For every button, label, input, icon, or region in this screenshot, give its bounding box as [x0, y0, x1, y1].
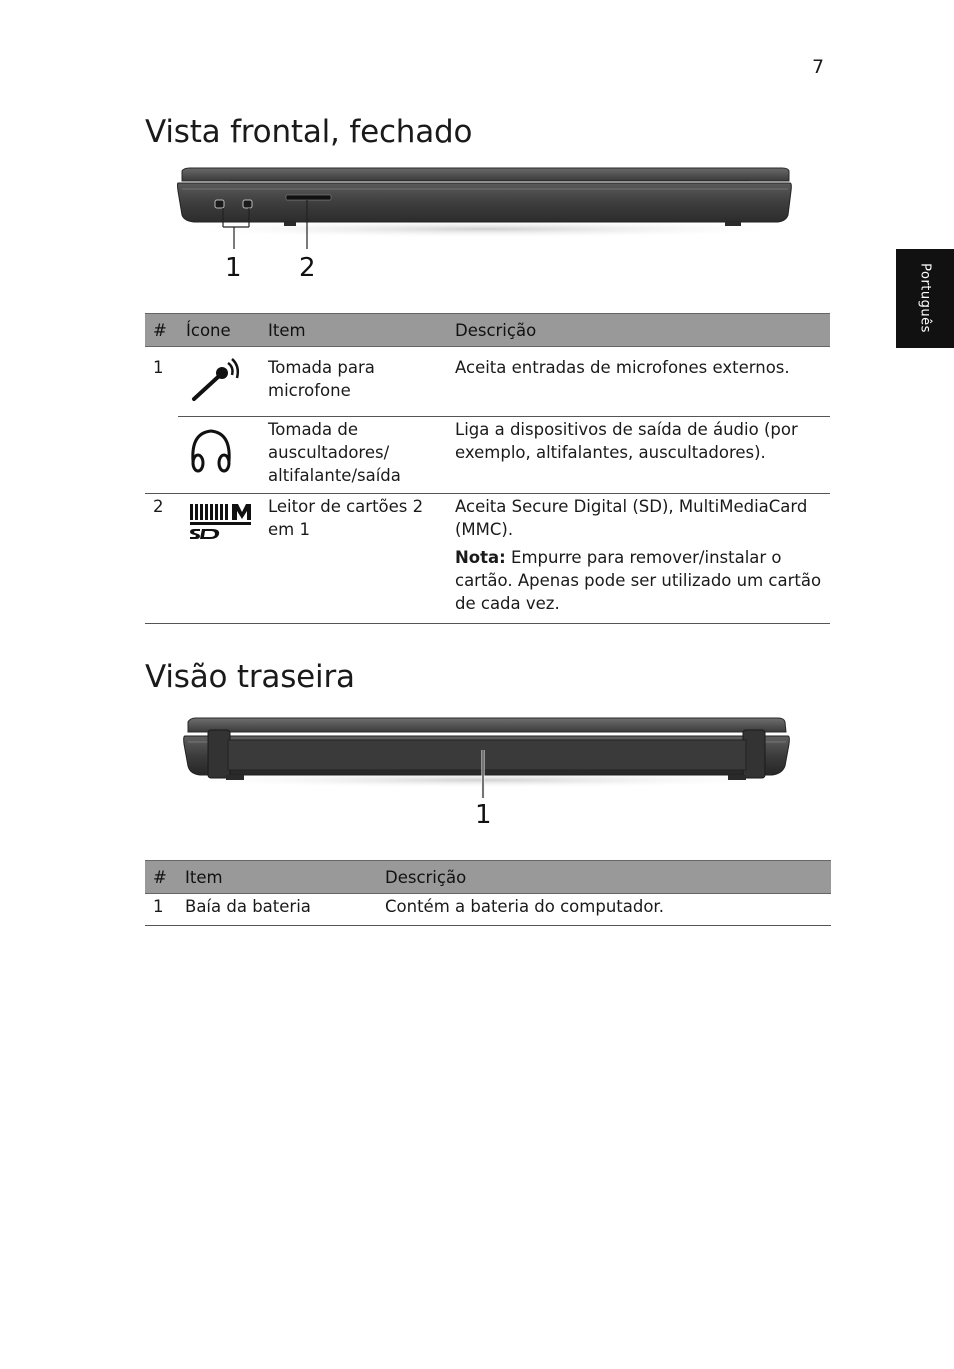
callout-1: 1	[225, 253, 242, 283]
headphones-icon	[188, 425, 234, 475]
row-description: Contém a bateria do computador.	[377, 894, 831, 926]
note-label: Nota:	[455, 548, 506, 567]
row-note	[455, 546, 830, 615]
row-item: Tomada de auscultadores/ altifalante/saída	[260, 416, 447, 494]
table-header-row	[145, 314, 830, 347]
header-icon: Ícone	[178, 314, 260, 347]
microphone-icon	[188, 355, 242, 405]
row-description-cell	[447, 494, 830, 624]
header-item: Item	[177, 861, 377, 894]
header-num: #	[145, 314, 178, 347]
header-num: #	[145, 861, 177, 894]
row-item: Baía da bateria	[177, 894, 377, 926]
callout-1: 1	[475, 800, 492, 830]
multimediacard-sd-icon	[188, 502, 252, 542]
header-description: Descrição	[377, 861, 831, 894]
row-num: 1	[153, 358, 164, 377]
row-description: Liga a dispositivos de saída de áudio (por exemplo, altifalantes, auscultadores).	[447, 416, 830, 494]
rear-view-table	[145, 860, 831, 926]
row-num: 1	[145, 894, 177, 926]
header-item: Item	[260, 314, 447, 347]
language-tab	[896, 249, 954, 348]
table-row	[145, 347, 830, 417]
table-row	[145, 416, 830, 494]
row-num: 2	[145, 494, 178, 624]
row-description: Aceita entradas de microfones externos.	[447, 347, 830, 417]
front-view-table	[145, 313, 830, 624]
note-text: Empurre para remover/instalar o cartão. Apenas pode ser utilizado um cartão de cada vez.	[455, 548, 822, 613]
section-title-rear-view: Visão traseira	[145, 659, 355, 695]
header-description: Descrição	[447, 314, 830, 347]
table-row	[145, 894, 831, 926]
laptop-front-drawing	[160, 165, 810, 290]
laptop-rear-illustration	[168, 712, 798, 830]
callout-2: 2	[299, 253, 316, 283]
table-row	[145, 494, 830, 624]
section-title-front-view: Vista frontal, fechado	[145, 114, 473, 150]
row-num	[145, 416, 178, 494]
language-tab-label: Português	[917, 263, 933, 333]
row-item: Tomada para microfone	[260, 347, 447, 417]
table-header-row	[145, 861, 831, 894]
page-number: 7	[812, 56, 825, 78]
row-item: Leitor de cartões 2 em 1	[260, 494, 447, 624]
row-description: Aceita Secure Digital (SD), MultiMediaCard (MMC).	[455, 497, 808, 539]
laptop-front-closed-illustration	[160, 165, 810, 290]
